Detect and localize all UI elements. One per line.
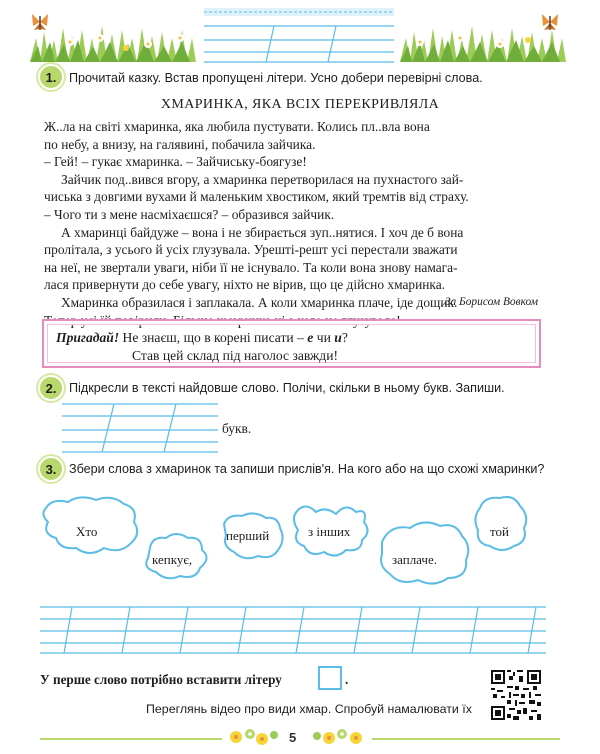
letters-count-suffix: букв. — [222, 421, 252, 436]
video-note: Переглянь відео про види хмар. Спробуй намалювати їх — [146, 702, 472, 716]
header-grass-right-image — [400, 8, 566, 62]
story-line: – Гей! – гукає хмаринка. – Зайчиську-боягузе! — [44, 154, 307, 170]
answer-lines-task-2[interactable] — [62, 400, 218, 454]
story-line: на неї, не звертали уваги, ніби її не існувало. Та коли вона знову намага- — [44, 259, 458, 275]
story-line: Тепер усі їй повірили. Більше хмаринка ні з кого не глузувала! — [44, 312, 401, 328]
word-clouds — [40, 488, 540, 598]
task-2-instruction: Підкресли в тексті найдовше слово. Полічи, скільки в ньому букв. Запиши. — [69, 381, 505, 395]
qr-code-icon[interactable] — [491, 670, 541, 720]
cloud-word: заплаче. — [392, 552, 437, 567]
story-line: – Чого ти з мене насміхаєшся? – образився зайчик. — [44, 206, 335, 222]
task-3-number: 3. — [38, 456, 64, 482]
task-3-instruction: Збери слова з хмаринок та запиши прислів'я. На кого або на що схожі хмаринки? — [69, 462, 545, 476]
page-number: 5 — [289, 730, 297, 745]
answer-lines-task-3[interactable] — [40, 603, 546, 655]
story-line: Ж..ла на світі хмаринка, яка любила пустувати. Колись пл..вла вона — [44, 119, 430, 134]
story-line: Зайчик под..вився вгору, а хмаринка перетворилася на пухнастого зай- — [61, 171, 464, 187]
letter-y: и — [334, 330, 342, 345]
cloud-word: кепкує, — [152, 552, 193, 567]
footer-line-left — [40, 738, 222, 740]
insert-letter-text: У перше слово потрібно вставити літеру — [40, 672, 282, 687]
cloud-word: перший — [226, 528, 270, 543]
story-line: А хмаринці байдуже – вона і не збирається зуп..нятися. І хоч де б вона — [61, 224, 464, 240]
letter-e: е — [307, 330, 314, 345]
butterfly-icon — [542, 14, 558, 30]
task-1-instruction: Прочитай казку. Встав пропущені літери. Усно добери перевірні слова. — [69, 71, 483, 85]
header-grass-left-image — [30, 8, 196, 62]
cloud-word: той — [490, 524, 509, 539]
remember-line-2: Став цей склад під наголос завжди! — [132, 348, 339, 363]
remember-label: Пригадай! — [56, 330, 120, 345]
insert-letter-period: . — [345, 672, 349, 687]
story-title: ХМАРИНКА, ЯКА ВСІХ ПЕРЕКРИВЛЯЛА — [160, 97, 440, 112]
cloud-word: з інших — [308, 524, 351, 539]
remember-box — [42, 319, 541, 368]
header-writing-lines — [204, 8, 394, 64]
flowers-right-icon — [310, 726, 366, 748]
story-author: За Борисом Вовком — [444, 296, 538, 308]
story-line: лася привернути до себе увагу, ніхто не вірив, що це дійсно хмаринка. — [44, 277, 446, 293]
insert-letter-box[interactable] — [318, 666, 342, 690]
story-line: чиська з довгими вухами й маленьким хвостиком, який тремтів від страху. — [44, 189, 469, 205]
task-2-number: 2. — [38, 375, 64, 401]
cloud-word: Хто — [76, 524, 98, 539]
butterfly-icon — [32, 14, 48, 30]
remember-line-1: Пригадай! Не знаєш, що в корені писати – е чи и? — [56, 330, 348, 345]
flowers-left-icon — [228, 726, 280, 748]
story-line: Хмаринка образилася і заплакала. А коли хмаринка плаче, іде дощик. — [61, 294, 458, 310]
story-line: пролітала, з усього й усіх глузувала. Урешті-решт усі перестали зважати — [44, 242, 458, 258]
story-line: по небу, а внизу, на галявині, побачила зайчика. — [44, 136, 316, 152]
task-1-number: 1. — [38, 64, 64, 90]
footer-line-right — [372, 738, 560, 740]
